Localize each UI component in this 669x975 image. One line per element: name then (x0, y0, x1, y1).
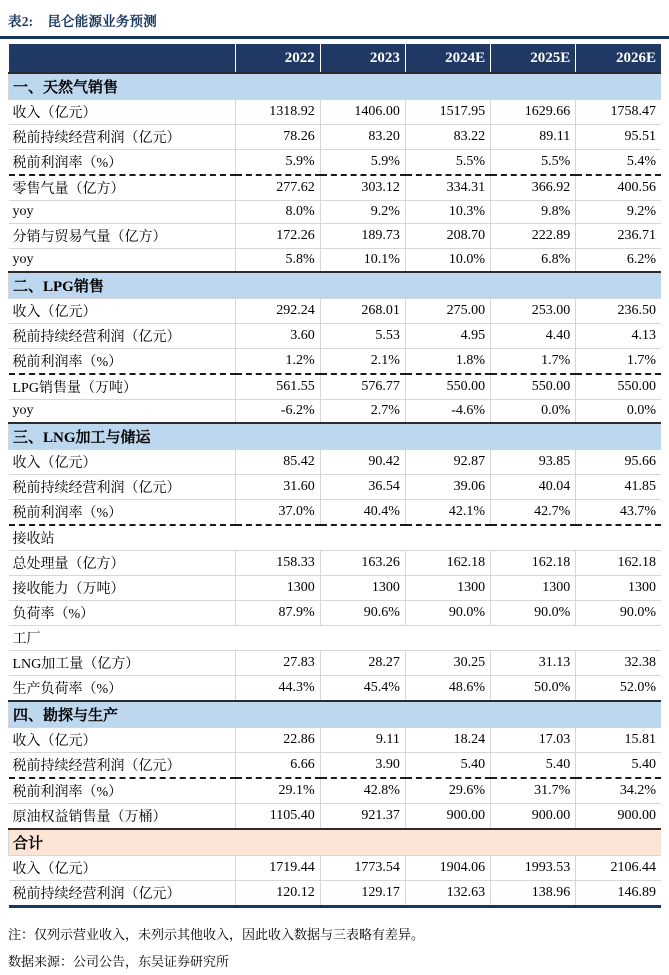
cell-value: 29.1% (235, 778, 320, 804)
cell-value: 92.87 (405, 450, 490, 475)
cell-value: 5.40 (405, 753, 490, 779)
cell-value: 83.22 (405, 125, 490, 150)
cell-value: 6.2% (576, 249, 661, 273)
cell-value: 22.86 (235, 728, 320, 753)
cell-value: 1.7% (576, 349, 661, 375)
cell-value: 162.18 (491, 551, 576, 576)
cell-value: 550.00 (491, 374, 576, 400)
cell-value: 37.0% (235, 500, 320, 526)
forecast-table (8, 44, 661, 908)
table-title-text: 昆仑能源业务预测 (47, 14, 157, 29)
cell-value: 40.04 (491, 475, 576, 500)
cell-value: 10.1% (320, 249, 405, 273)
row-label: 税前持续经营利润（亿元） (9, 881, 236, 907)
cell-value: 15.81 (576, 728, 661, 753)
cell-value: 334.31 (405, 175, 490, 201)
cell-value: 30.25 (405, 651, 490, 676)
cell-value: 900.00 (491, 804, 576, 830)
cell-value: 39.06 (405, 475, 490, 500)
cell-value: 1.2% (235, 349, 320, 375)
cell-value: 1300 (235, 576, 320, 601)
row-label: 收入（亿元） (9, 728, 236, 753)
row-label: 接收能力（万吨） (9, 576, 236, 601)
row-label: 生产负荷率（%） (9, 676, 236, 702)
cell-value: 236.71 (576, 224, 661, 249)
cell-value: 8.0% (235, 201, 320, 224)
cell-value: 85.42 (235, 450, 320, 475)
cell-value: 95.51 (576, 125, 661, 150)
corner-header-cell (9, 44, 236, 73)
cell-value: 0.0% (576, 400, 661, 424)
row-label: yoy (9, 400, 236, 424)
cell-value: 89.11 (491, 125, 576, 150)
cell-value: 87.9% (235, 601, 320, 626)
section-header: 一、天然气销售 (9, 73, 662, 100)
subsection-label: 工厂 (9, 626, 662, 651)
cell-value: 303.12 (320, 175, 405, 201)
cell-value: 158.33 (235, 551, 320, 576)
table-title (0, 0, 669, 36)
cell-value: 50.0% (491, 676, 576, 702)
cell-value: 2106.44 (576, 856, 661, 881)
cell-value: 163.26 (320, 551, 405, 576)
column-header: 2022 (235, 44, 320, 73)
cell-value: 93.85 (491, 450, 576, 475)
cell-value: 9.11 (320, 728, 405, 753)
row-label: 收入（亿元） (9, 100, 236, 125)
cell-value: 1.7% (491, 349, 576, 375)
cell-value: 9.8% (491, 201, 576, 224)
cell-value: 400.56 (576, 175, 661, 201)
cell-value: 2.1% (320, 349, 405, 375)
row-label: 税前持续经营利润（亿元） (9, 753, 236, 779)
cell-value: 1105.40 (235, 804, 320, 830)
row-label: LPG销售量（万吨） (9, 374, 236, 400)
row-label: 零售气量（亿方） (9, 175, 236, 201)
row-label: 税前利润率（%） (9, 778, 236, 804)
cell-value: 1773.54 (320, 856, 405, 881)
cell-value: 42.1% (405, 500, 490, 526)
cell-value: 5.9% (320, 150, 405, 176)
cell-value: 5.8% (235, 249, 320, 273)
cell-value: 1.8% (405, 349, 490, 375)
cell-value: 550.00 (576, 374, 661, 400)
column-header: 2024E (405, 44, 490, 73)
cell-value: 5.40 (576, 753, 661, 779)
row-label: 税前持续经营利润（亿元） (9, 475, 236, 500)
cell-value: 253.00 (491, 299, 576, 324)
cell-value: 268.01 (320, 299, 405, 324)
cell-value: 90.0% (576, 601, 661, 626)
note-text: 注：仅列示营业收入，未列示其他收入，因此收入数据与三表略有差异。 (8, 927, 425, 942)
cell-value: 5.9% (235, 150, 320, 176)
cell-value: 1300 (491, 576, 576, 601)
cell-value: 41.85 (576, 475, 661, 500)
cell-value: 45.4% (320, 676, 405, 702)
cell-value: 146.89 (576, 881, 661, 907)
cell-value: 18.24 (405, 728, 490, 753)
section-header: 四、勘探与生产 (9, 701, 662, 728)
cell-value: 120.12 (235, 881, 320, 907)
cell-value: 1300 (320, 576, 405, 601)
row-label: yoy (9, 201, 236, 224)
section-header: 三、LNG加工与储运 (9, 423, 662, 450)
cell-value: 132.63 (405, 881, 490, 907)
cell-value: 17.03 (491, 728, 576, 753)
section-header: 二、LPG销售 (9, 272, 662, 299)
cell-value: 900.00 (405, 804, 490, 830)
row-label: 税前持续经营利润（亿元） (9, 125, 236, 150)
cell-value: 138.96 (491, 881, 576, 907)
cell-value: 576.77 (320, 374, 405, 400)
cell-value: 6.66 (235, 753, 320, 779)
source-text: 数据来源：公司公告，东吴证券研究所 (8, 953, 230, 969)
cell-value: 5.53 (320, 324, 405, 349)
cell-value: 1300 (405, 576, 490, 601)
cell-value: 90.42 (320, 450, 405, 475)
table-number-label: 表2: (8, 14, 34, 29)
cell-value: 90.0% (491, 601, 576, 626)
cell-value: 5.5% (405, 150, 490, 176)
cell-value: 3.90 (320, 753, 405, 779)
cell-value: 172.26 (235, 224, 320, 249)
cell-value: 44.3% (235, 676, 320, 702)
cell-value: 5.5% (491, 150, 576, 176)
cell-value: -6.2% (235, 400, 320, 424)
cell-value: 42.7% (491, 500, 576, 526)
cell-value: 0.0% (491, 400, 576, 424)
cell-value: 2.7% (320, 400, 405, 424)
cell-value: 27.83 (235, 651, 320, 676)
cell-value: 222.89 (491, 224, 576, 249)
cell-value: 5.40 (491, 753, 576, 779)
cell-value: 129.17 (320, 881, 405, 907)
cell-value: 90.0% (405, 601, 490, 626)
cell-value: 1318.92 (235, 100, 320, 125)
subsection-label: 接收站 (9, 525, 662, 551)
cell-value: 292.24 (235, 299, 320, 324)
table-body (9, 73, 662, 907)
cell-value: 31.13 (491, 651, 576, 676)
cell-value: 9.2% (576, 201, 661, 224)
cell-value: 43.7% (576, 500, 661, 526)
cell-value: 32.38 (576, 651, 661, 676)
cell-value: 6.8% (491, 249, 576, 273)
cell-value: 10.3% (405, 201, 490, 224)
title-rule-divider (0, 36, 669, 39)
cell-value: 1758.47 (576, 100, 661, 125)
cell-value: 5.4% (576, 150, 661, 176)
cell-value: 42.8% (320, 778, 405, 804)
cell-value: 366.92 (491, 175, 576, 201)
cell-value: 95.66 (576, 450, 661, 475)
cell-value: 1719.44 (235, 856, 320, 881)
row-label: 税前利润率（%） (9, 349, 236, 375)
cell-value: 550.00 (405, 374, 490, 400)
cell-value: 4.95 (405, 324, 490, 349)
cell-value: 4.13 (576, 324, 661, 349)
column-header: 2026E (576, 44, 661, 73)
cell-value: 52.0% (576, 676, 661, 702)
cell-value: 1904.06 (405, 856, 490, 881)
cell-value: 1300 (576, 576, 661, 601)
cell-value: 9.2% (320, 201, 405, 224)
cell-value: 275.00 (405, 299, 490, 324)
cell-value: 162.18 (405, 551, 490, 576)
cell-value: 40.4% (320, 500, 405, 526)
cell-value: 34.2% (576, 778, 661, 804)
cell-value: 277.62 (235, 175, 320, 201)
row-label: 税前利润率（%） (9, 500, 236, 526)
column-header: 2023 (320, 44, 405, 73)
cell-value: 36.54 (320, 475, 405, 500)
column-header: 2025E (491, 44, 576, 73)
table-header-row (9, 44, 662, 73)
row-label: 负荷率（%） (9, 601, 236, 626)
row-label: 原油权益销售量（万桶） (9, 804, 236, 830)
row-label: LNG加工量（亿方） (9, 651, 236, 676)
cell-value: 78.26 (235, 125, 320, 150)
row-label: 收入（亿元） (9, 450, 236, 475)
cell-value: 189.73 (320, 224, 405, 249)
cell-value: 28.27 (320, 651, 405, 676)
cell-value: 1993.53 (491, 856, 576, 881)
cell-value: 31.7% (491, 778, 576, 804)
cell-value: 236.50 (576, 299, 661, 324)
row-label: 收入（亿元） (9, 299, 236, 324)
cell-value: 48.6% (405, 676, 490, 702)
cell-value: 561.55 (235, 374, 320, 400)
row-label: yoy (9, 249, 236, 273)
cell-value: 162.18 (576, 551, 661, 576)
cell-value: 10.0% (405, 249, 490, 273)
cell-value: 921.37 (320, 804, 405, 830)
footnotes (8, 922, 661, 975)
row-label: 收入（亿元） (9, 856, 236, 881)
cell-value: -4.6% (405, 400, 490, 424)
cell-value: 900.00 (576, 804, 661, 830)
cell-value: 1517.95 (405, 100, 490, 125)
cell-value: 31.60 (235, 475, 320, 500)
cell-value: 208.70 (405, 224, 490, 249)
row-label: 税前利润率（%） (9, 150, 236, 176)
cell-value: 4.40 (491, 324, 576, 349)
cell-value: 90.6% (320, 601, 405, 626)
row-label: 总处理量（亿方） (9, 551, 236, 576)
row-label: 税前持续经营利润（亿元） (9, 324, 236, 349)
cell-value: 83.20 (320, 125, 405, 150)
cell-value: 29.6% (405, 778, 490, 804)
row-label: 分销与贸易气量（亿方） (9, 224, 236, 249)
cell-value: 1406.00 (320, 100, 405, 125)
cell-value: 3.60 (235, 324, 320, 349)
section-header: 合计 (9, 829, 662, 856)
cell-value: 1629.66 (491, 100, 576, 125)
